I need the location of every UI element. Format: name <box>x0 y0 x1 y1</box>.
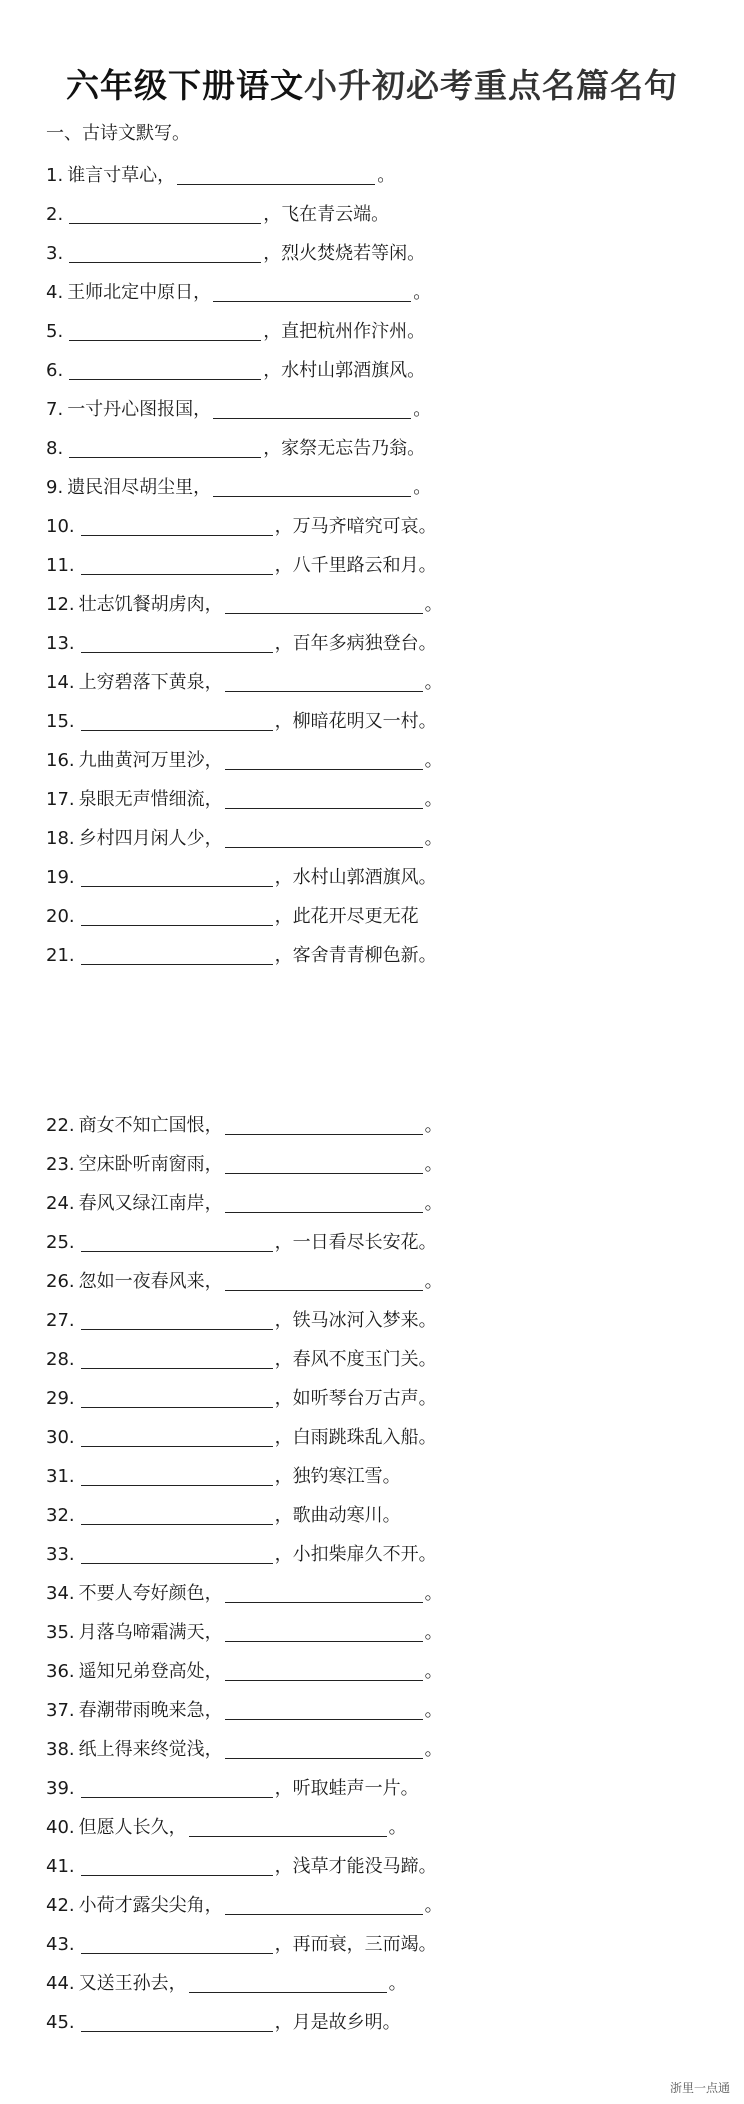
answer-blank[interactable] <box>225 1896 423 1915</box>
question-number: 10. <box>46 515 75 537</box>
footer-watermark: 浙里一点通 <box>669 2081 730 2095</box>
answer-blank[interactable] <box>225 595 423 614</box>
question-item <box>46 195 706 234</box>
question-suffix: ，此花开尽更无花 <box>274 905 419 927</box>
answer-blank[interactable] <box>81 868 273 887</box>
question-number: 40. <box>46 1816 75 1838</box>
question-list-1 <box>46 156 706 975</box>
question-prompt: 遗民泪尽胡尘里， <box>67 476 212 498</box>
question-suffix: 。 <box>388 1816 407 1838</box>
question-item <box>46 1496 706 1535</box>
question-suffix: ，白雨跳珠乱入船。 <box>274 1426 437 1448</box>
question-item <box>46 468 706 507</box>
answer-blank[interactable] <box>81 907 273 926</box>
question-item <box>46 1301 706 1340</box>
question-suffix: ，铁马冰河入梦来。 <box>274 1309 437 1331</box>
question-number: 12. <box>46 593 75 615</box>
page-title-part-2: 小升初必考重点名篇名句 <box>304 66 678 105</box>
question-prompt: 又送王孙去， <box>78 1972 187 1994</box>
answer-blank[interactable] <box>225 790 423 809</box>
question-number: 15. <box>46 710 75 732</box>
question-number: 44. <box>46 1972 75 1994</box>
question-prompt: 商女不知亡国恨， <box>78 1114 223 1136</box>
question-list-2 <box>46 1106 706 2042</box>
question-item <box>46 624 706 663</box>
question-suffix: ，水村山郭酒旗风。 <box>263 359 426 381</box>
question-item <box>46 1925 706 1964</box>
question-item <box>46 1535 706 1574</box>
question-suffix: ，柳暗花明又一村。 <box>274 710 437 732</box>
question-suffix: 。 <box>424 1582 443 1604</box>
question-item <box>46 1145 706 1184</box>
question-suffix: 。 <box>424 1699 443 1721</box>
question-item <box>46 1184 706 1223</box>
question-suffix: ，再而衰，三而竭。 <box>274 1933 437 1955</box>
question-number: 2. <box>46 203 64 225</box>
answer-blank[interactable] <box>81 1506 273 1525</box>
answer-blank[interactable] <box>81 1467 273 1486</box>
question-number: 7. <box>46 398 64 420</box>
question-number: 35. <box>46 1621 75 1643</box>
answer-blank[interactable] <box>81 1779 273 1798</box>
question-number: 41. <box>46 1855 75 1877</box>
question-number: 24. <box>46 1192 75 1214</box>
question-item <box>46 507 706 546</box>
answer-blank[interactable] <box>213 283 411 302</box>
question-number: 6. <box>46 359 64 381</box>
question-number: 38. <box>46 1738 75 1760</box>
question-suffix: ，直把杭州作汴州。 <box>263 320 426 342</box>
answer-blank[interactable] <box>81 2013 273 2032</box>
answer-blank[interactable] <box>81 1389 273 1408</box>
question-prompt: 空床卧听南窗雨， <box>78 1153 223 1175</box>
question-suffix: 。 <box>424 1660 443 1682</box>
question-number: 43. <box>46 1933 75 1955</box>
question-prompt: 九曲黄河万里沙， <box>78 749 223 771</box>
question-suffix: 。 <box>424 1738 443 1760</box>
question-prompt: 乡村四月闲人少， <box>78 827 223 849</box>
question-number: 5. <box>46 320 64 342</box>
question-number: 28. <box>46 1348 75 1370</box>
question-item <box>46 1457 706 1496</box>
question-number: 37. <box>46 1699 75 1721</box>
question-suffix: 。 <box>424 1894 443 1916</box>
question-prompt: 壮志饥餐胡虏肉， <box>78 593 223 615</box>
section-heading: 一、古诗文默写。 <box>46 123 190 144</box>
question-suffix: ，客舍青青柳色新。 <box>274 944 437 966</box>
question-number: 18. <box>46 827 75 849</box>
question-item <box>46 897 706 936</box>
question-number: 39. <box>46 1777 75 1799</box>
question-number: 36. <box>46 1660 75 1682</box>
question-item <box>46 936 706 975</box>
question-item <box>46 1652 706 1691</box>
question-item <box>46 1379 706 1418</box>
question-number: 26. <box>46 1270 75 1292</box>
page-title <box>0 64 744 108</box>
question-suffix: ，一日看尽长安花。 <box>274 1231 437 1253</box>
question-suffix: ，八千里路云和月。 <box>274 554 437 576</box>
question-prompt: 月落乌啼霜满天， <box>78 1621 223 1643</box>
question-prompt: 上穷碧落下黄泉， <box>78 671 223 693</box>
question-item <box>46 273 706 312</box>
answer-blank[interactable] <box>213 400 411 419</box>
question-item <box>46 1223 706 1262</box>
question-number: 32. <box>46 1504 75 1526</box>
question-prompt: 春潮带雨晚来急， <box>78 1699 223 1721</box>
answer-blank[interactable] <box>225 1623 423 1642</box>
question-suffix: ，烈火焚烧若等闲。 <box>263 242 426 264</box>
question-suffix: 。 <box>413 281 432 303</box>
question-item <box>46 1769 706 1808</box>
question-suffix: ，月是故乡明。 <box>274 2011 401 2033</box>
question-number: 4. <box>46 281 64 303</box>
question-suffix: ，飞在青云端。 <box>263 203 390 225</box>
answer-blank[interactable] <box>225 1272 423 1291</box>
question-number: 25. <box>46 1231 75 1253</box>
answer-blank[interactable] <box>81 1935 273 1954</box>
question-item <box>46 1106 706 1145</box>
question-suffix: 。 <box>413 476 432 498</box>
answer-blank[interactable] <box>189 1818 387 1837</box>
answer-blank[interactable] <box>81 712 273 731</box>
question-item <box>46 1808 706 1847</box>
question-suffix: 。 <box>377 164 396 186</box>
question-suffix: ，听取蛙声一片。 <box>274 1777 419 1799</box>
question-number: 29. <box>46 1387 75 1409</box>
question-number: 22. <box>46 1114 75 1136</box>
question-item <box>46 1691 706 1730</box>
answer-blank[interactable] <box>81 1311 273 1330</box>
question-suffix: 。 <box>424 593 443 615</box>
question-suffix: ，家祭无忘告乃翁。 <box>263 437 426 459</box>
question-suffix: 。 <box>424 827 443 849</box>
answer-blank[interactable] <box>189 1974 387 1993</box>
answer-blank[interactable] <box>225 1116 423 1135</box>
answer-blank[interactable] <box>225 1701 423 1720</box>
question-item <box>46 1418 706 1457</box>
question-number: 3. <box>46 242 64 264</box>
question-number: 14. <box>46 671 75 693</box>
question-number: 11. <box>46 554 75 576</box>
question-item <box>46 351 706 390</box>
question-item <box>46 1340 706 1379</box>
question-suffix: 。 <box>424 1270 443 1292</box>
question-number: 33. <box>46 1543 75 1565</box>
question-prompt: 谁言寸草心， <box>67 164 176 186</box>
question-item <box>46 858 706 897</box>
question-item <box>46 1730 706 1769</box>
answer-blank[interactable] <box>69 322 261 341</box>
question-suffix: ，春风不度玉门关。 <box>274 1348 437 1370</box>
question-suffix: 。 <box>413 398 432 420</box>
question-suffix: 。 <box>424 671 443 693</box>
question-prompt: 纸上得来终觉浅， <box>78 1738 223 1760</box>
question-number: 23. <box>46 1153 75 1175</box>
question-number: 45. <box>46 2011 75 2033</box>
question-number: 1. <box>46 164 64 186</box>
question-suffix: ，小扣柴扉久不开。 <box>274 1543 437 1565</box>
question-prompt: 遥知兄弟登高处， <box>78 1660 223 1682</box>
answer-blank[interactable] <box>225 1662 423 1681</box>
question-suffix: 。 <box>424 1114 443 1136</box>
question-item <box>46 1574 706 1613</box>
answer-blank[interactable] <box>225 1740 423 1759</box>
answer-blank[interactable] <box>81 556 273 575</box>
answer-blank[interactable] <box>225 673 423 692</box>
question-number: 8. <box>46 437 64 459</box>
question-number: 21. <box>46 944 75 966</box>
answer-blank[interactable] <box>81 517 273 536</box>
question-item <box>46 312 706 351</box>
question-suffix: 。 <box>424 1153 443 1175</box>
question-prompt: 但愿人长久， <box>78 1816 187 1838</box>
question-number: 20. <box>46 905 75 927</box>
question-prompt: 王师北定中原日， <box>67 281 212 303</box>
answer-blank[interactable] <box>81 1857 273 1876</box>
question-suffix: 。 <box>424 788 443 810</box>
question-number: 31. <box>46 1465 75 1487</box>
question-item <box>46 1847 706 1886</box>
question-prompt: 忽如一夜春风来， <box>78 1270 223 1292</box>
question-item <box>46 2003 706 2042</box>
question-item <box>46 1964 706 2003</box>
answer-blank[interactable] <box>69 244 261 263</box>
question-prompt: 小荷才露尖尖角， <box>78 1894 223 1916</box>
question-item <box>46 156 706 195</box>
answer-blank[interactable] <box>225 1584 423 1603</box>
answer-blank[interactable] <box>69 361 261 380</box>
answer-blank[interactable] <box>225 829 423 848</box>
question-item <box>46 1613 706 1652</box>
question-prompt: 春风又绿江南岸， <box>78 1192 223 1214</box>
question-item <box>46 702 706 741</box>
question-number: 19. <box>46 866 75 888</box>
question-suffix: 。 <box>424 1621 443 1643</box>
page-title-part-1: 六年级下册语文 <box>66 66 304 105</box>
answer-blank[interactable] <box>213 478 411 497</box>
question-item <box>46 585 706 624</box>
question-item <box>46 819 706 858</box>
question-number: 30. <box>46 1426 75 1448</box>
question-suffix: ，万马齐喑究可哀。 <box>274 515 437 537</box>
answer-blank[interactable] <box>81 946 273 965</box>
answer-blank[interactable] <box>177 166 375 185</box>
question-prompt: 泉眼无声惜细流， <box>78 788 223 810</box>
question-number: 9. <box>46 476 64 498</box>
question-number: 27. <box>46 1309 75 1331</box>
question-suffix: 。 <box>388 1972 407 1994</box>
question-suffix: ，如听琴台万古声。 <box>274 1387 437 1409</box>
question-number: 34. <box>46 1582 75 1604</box>
question-number: 42. <box>46 1894 75 1916</box>
answer-blank[interactable] <box>81 634 273 653</box>
answer-blank[interactable] <box>69 205 261 224</box>
question-item <box>46 429 706 468</box>
question-item <box>46 390 706 429</box>
answer-blank[interactable] <box>81 1545 273 1564</box>
answer-blank[interactable] <box>225 1155 423 1174</box>
question-item <box>46 1886 706 1925</box>
question-item <box>46 546 706 585</box>
question-number: 13. <box>46 632 75 654</box>
answer-blank[interactable] <box>225 1194 423 1213</box>
question-suffix: ，水村山郭酒旗风。 <box>274 866 437 888</box>
answer-blank[interactable] <box>81 1350 273 1369</box>
question-suffix: ，独钓寒江雪。 <box>274 1465 401 1487</box>
question-item <box>46 780 706 819</box>
question-number: 17. <box>46 788 75 810</box>
answer-blank[interactable] <box>81 1233 273 1252</box>
question-item <box>46 1262 706 1301</box>
question-suffix: 。 <box>424 1192 443 1214</box>
question-suffix: ，歌曲动寒川。 <box>274 1504 401 1526</box>
question-item <box>46 663 706 702</box>
question-prompt: 不要人夸好颜色， <box>78 1582 223 1604</box>
question-suffix: ，百年多病独登台。 <box>274 632 437 654</box>
question-suffix: ，浅草才能没马蹄。 <box>274 1855 437 1877</box>
question-prompt: 一寸丹心图报国， <box>67 398 212 420</box>
question-item <box>46 741 706 780</box>
question-suffix: 。 <box>424 749 443 771</box>
answer-blank[interactable] <box>69 439 261 458</box>
answer-blank[interactable] <box>81 1428 273 1447</box>
question-item <box>46 234 706 273</box>
answer-blank[interactable] <box>225 751 423 770</box>
question-number: 16. <box>46 749 75 771</box>
